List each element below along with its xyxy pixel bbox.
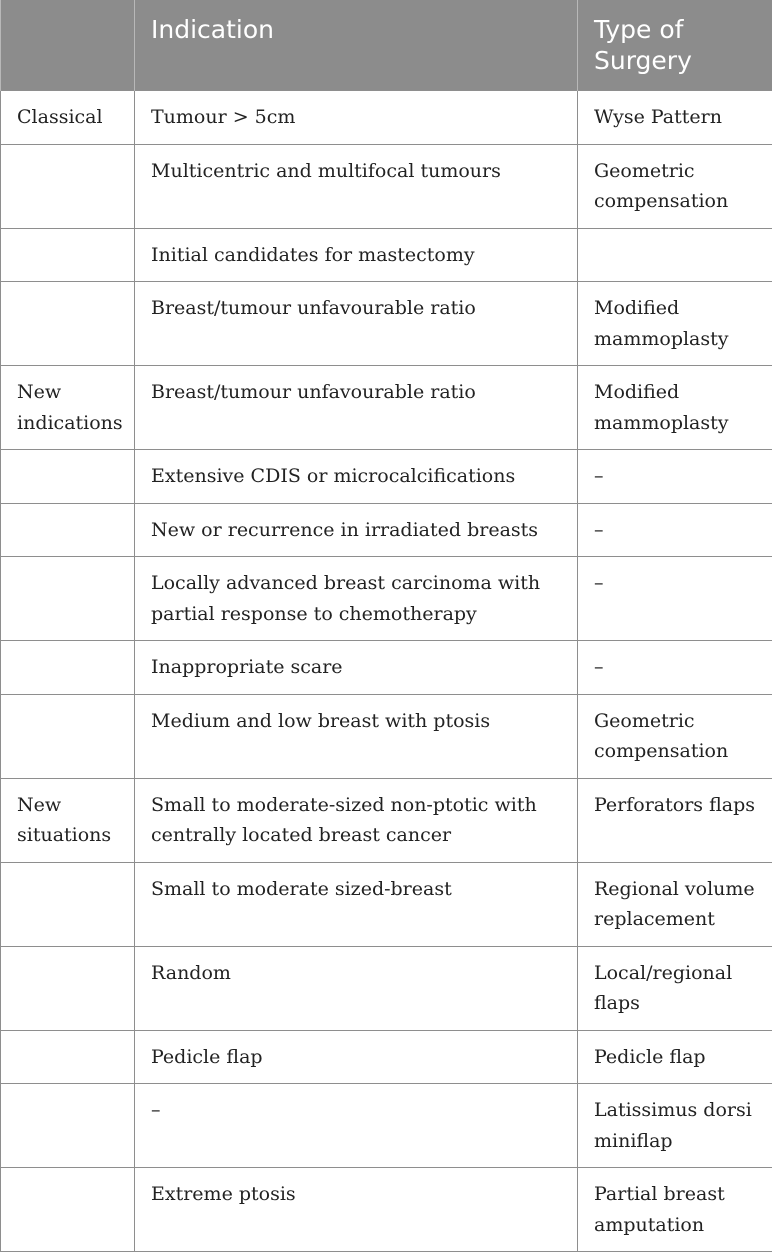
table-row [1, 946, 772, 1030]
header-group [1, 0, 135, 91]
indication-cell: Inappropriate scare [135, 641, 578, 695]
table-row [1, 694, 772, 778]
group-cell [1, 694, 135, 778]
indication-cell: Breast/tumour unfavourable ratio [135, 282, 578, 366]
group-cell: New indications [1, 366, 135, 450]
table-row [1, 366, 772, 450]
group-cell [1, 450, 135, 504]
group-cell [1, 282, 135, 366]
table-row [1, 450, 772, 504]
indication-cell: Small to moderate sized-breast [135, 862, 578, 946]
surgery-cell: Modified mammoplasty [578, 366, 772, 450]
table-row [1, 503, 772, 557]
group-cell [1, 1030, 135, 1084]
group-cell [1, 503, 135, 557]
surgery-cell [578, 228, 772, 282]
table-body [1, 91, 772, 1252]
group-cell: Classical [1, 91, 135, 145]
group-cell [1, 144, 135, 228]
header-row [1, 0, 772, 91]
indication-cell: Tumour > 5cm [135, 91, 578, 145]
table-row [1, 228, 772, 282]
table-row [1, 1168, 772, 1252]
table-row [1, 1084, 772, 1168]
indication-cell: Breast/tumour unfavourable ratio [135, 366, 578, 450]
surgery-cell: Wyse Pattern [578, 91, 772, 145]
surgery-cell: Regional volume replacement [578, 862, 772, 946]
table-row [1, 91, 772, 145]
table-row [1, 557, 772, 641]
surgery-cell: – [578, 503, 772, 557]
group-cell [1, 946, 135, 1030]
group-cell [1, 1168, 135, 1252]
surgery-cell: Local/regional flaps [578, 946, 772, 1030]
group-cell [1, 862, 135, 946]
surgery-cell: Latissimus dorsi miniflap [578, 1084, 772, 1168]
group-cell [1, 1084, 135, 1168]
indication-cell: Extreme ptosis [135, 1168, 578, 1252]
table-row [1, 778, 772, 862]
table-row [1, 641, 772, 695]
indication-cell: Multicentric and multifocal tumours [135, 144, 578, 228]
indication-cell: Small to moderate-sized non-ptotic with centrally located breast cancer [135, 778, 578, 862]
surgery-cell: Modified mammoplasty [578, 282, 772, 366]
surgery-cell: – [578, 557, 772, 641]
surgery-cell: Partial breast amputation [578, 1168, 772, 1252]
surgery-cell: Perforators flaps [578, 778, 772, 862]
surgery-cell: Pedicle flap [578, 1030, 772, 1084]
surgery-cell: – [578, 641, 772, 695]
table-row [1, 282, 772, 366]
indication-cell: – [135, 1084, 578, 1168]
indication-cell: Initial candidates for mastectomy [135, 228, 578, 282]
group-cell: New situations [1, 778, 135, 862]
indication-cell: Pedicle flap [135, 1030, 578, 1084]
surgery-cell: Geometric compensation [578, 144, 772, 228]
table-row [1, 862, 772, 946]
table-row [1, 144, 772, 228]
surgery-cell: Geometric compensation [578, 694, 772, 778]
group-cell [1, 557, 135, 641]
indication-cell: Extensive CDIS or microcalcifications [135, 450, 578, 504]
header-indication: Indication [135, 0, 578, 91]
indication-cell: Random [135, 946, 578, 1030]
indication-cell: Locally advanced breast carcinoma with partial response to chemotherapy [135, 557, 578, 641]
group-cell [1, 641, 135, 695]
indication-cell: Medium and low breast with ptosis [135, 694, 578, 778]
table-header [1, 0, 772, 91]
header-surgery-type: Type of Surgery [578, 0, 772, 91]
table-row [1, 1030, 772, 1084]
group-cell [1, 228, 135, 282]
indication-cell: New or recurrence in irradiated breasts [135, 503, 578, 557]
surgery-cell: – [578, 450, 772, 504]
